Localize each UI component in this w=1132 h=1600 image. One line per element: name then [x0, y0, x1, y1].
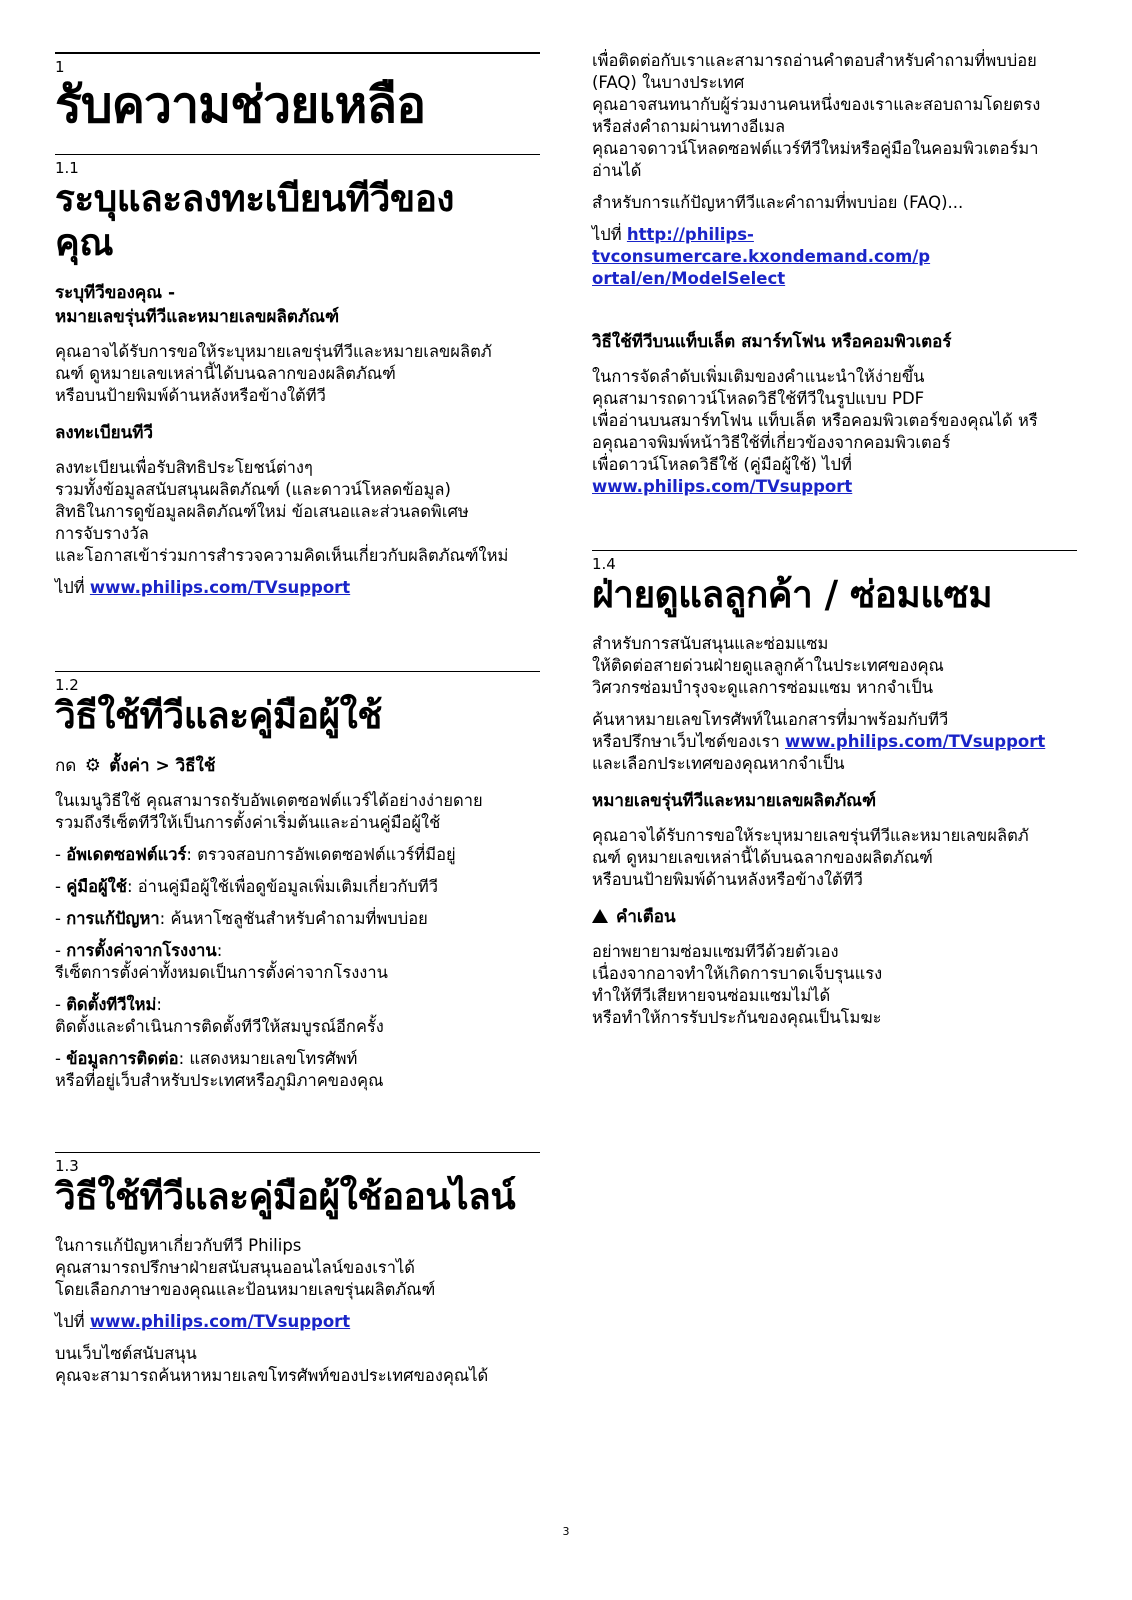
goto-label: ไปที่ [592, 225, 622, 244]
help-item-desc: ติดตั้งและดำเนินการติดตั้งทีวีให้สมบูรณ์อีกครั้ง [55, 1017, 384, 1036]
press-label: กด [55, 756, 77, 776]
text-line: - ข้อมูลการติดต่อ: แสดงหมายเลขโทรศัพท์ [55, 1049, 358, 1068]
section-1-1-title: ระบุและลงทะเบียนทีวีของคุณ [55, 177, 454, 264]
goto-label: ไปที่ [55, 1312, 85, 1331]
right-column [592, 50, 1077, 1039]
warning-icon [592, 909, 608, 923]
text-line: หรือทำให้การรับประกันของคุณเป็นโมฆะ [592, 1008, 882, 1027]
identify-tv-paragraph [55, 341, 540, 407]
left-column [55, 52, 540, 1397]
help-item-label: ข้อมูลการติดต่อ [66, 1049, 179, 1068]
philips-support-link[interactable]: www.philips.com/TVsupport [784, 732, 1046, 751]
support-site-paragraph [55, 1343, 540, 1387]
help-item-label: การตั้งค่าจากโรงงาน [66, 941, 217, 960]
spacer [592, 300, 1077, 330]
help-item-desc: หรือที่อยู่เว็บสำหรับประเทศหรือภูมิภาคของคุณ [55, 1071, 384, 1090]
text-line: สำหรับการสนับสนุนและซ่อมแซม [592, 634, 829, 653]
help-item-user-manual: - คู่มือผู้ใช้: อ่านคู่มือผู้ใช้เพื่อดูข้อมูลเพิ่มเติมเกี่ยวกับทีวี [55, 877, 439, 896]
section-1-3-title: วิธีใช้ทีวีและคู่มือผู้ใช้ออนไลน์ [55, 1175, 516, 1218]
text-line: สิทธิในการดูข้อมูลผลิตภัณฑ์ใหม่ ข้อเสนอและส่วนลดพิเศษ [55, 502, 469, 521]
text-line: หรือส่งคำถามผ่านทางอีเมล [592, 117, 786, 136]
consumer-care-link[interactable] [592, 225, 930, 288]
text-line: รวมทั้งข้อมูลสนับสนุนผลิตภัณฑ์ (และดาวน์โหลดข้อมูล) [55, 480, 451, 499]
help-item-desc: ตรวจสอบการอัพเดตซอฟต์แวร์ที่มีอยู่ [197, 845, 456, 864]
help-item-reinstall [55, 994, 540, 1038]
help-item-label: อัพเดตซอฟต์แวร์ [66, 845, 187, 864]
link-part: http://philips-tvconsumercare.kxondemand.com/p [592, 225, 931, 266]
help-item-label: คู่มือผู้ใช้ [66, 877, 127, 896]
warning-title: คำเตือน [616, 907, 676, 927]
text-line: (FAQ) ในบางประเทศ [592, 73, 745, 92]
gear-icon: ⚙ [84, 755, 101, 776]
link-part: ortal/en/ModelSelect [592, 269, 786, 288]
help-item-contact-info [55, 1048, 540, 1092]
section-1-2-title: วิธีใช้ทีวีและคู่มือผู้ใช้ [55, 694, 382, 737]
faq-intro: สำหรับการแก้ปัญหาทีวีและคำถามที่พบบ่อย (FAQ)... [592, 193, 964, 212]
philips-support-link[interactable]: www.philips.com/TVsupport [89, 578, 351, 597]
chapter-number: 1 [55, 52, 540, 76]
text-line: ทำให้ทีวีเสียหายจนซ่อมแซมไม่ได้ [592, 986, 831, 1005]
text-line: และเลือกประเทศของคุณหากจำเป็น [592, 754, 845, 773]
online-help-paragraph [55, 1235, 540, 1301]
text-line: ลงทะเบียนเพื่อรับสิทธิประโยชน์ต่างๆ [55, 458, 313, 477]
text-line: ในเมนูวิธีใช้ คุณสามารถรับอัพเดตซอฟต์แวร์ได้อย่างง่ายดาย [55, 791, 483, 810]
text-line: หรือบนป้ายพิมพ์ด้านหลังหรือข้างใต้ทีวี [55, 386, 326, 405]
warning-heading [592, 905, 1077, 929]
text-line: วิศวกรซ่อมบำรุงจะดูแลการซ่อมแซม หากจำเป็น [592, 678, 934, 697]
text-line: ให้ติดต่อสายด่วนฝ่ายดูแลลูกค้าในประเทศของคุณ [592, 656, 944, 675]
text-line: อ่านได้ [592, 161, 642, 180]
spacer [55, 1102, 540, 1152]
text-line [592, 731, 1077, 753]
text-line: คุณอาจสนทนากับผู้ร่วมงานคนหนึ่งของเราและสอบถามโดยตรง [592, 95, 1041, 114]
text-line: ณฑ์ ดูหมายเลขเหล่านี้ได้บนฉลากของผลิตภัณฑ์ [55, 364, 396, 383]
identify-tv-subheading [55, 281, 540, 329]
help-intro-paragraph [55, 790, 540, 834]
help-item-troubleshooting: - การแก้ปัญหา: ค้นหาโซลูชันสำหรับคำถามที่พบบ่อย [55, 909, 428, 928]
consult-website-text: หรือปรึกษาเว็บไซต์ของเรา [592, 732, 780, 751]
section-1-4-title: ฝ่ายดูแลลูกค้า / ซ่อมแซม [592, 573, 993, 616]
text-line: - การตั้งค่าจากโรงงาน: [55, 941, 223, 960]
text-line: บนเว็บไซต์สนับสนุน [55, 1344, 197, 1363]
text-line: เพื่อติดต่อกับเราและสามารถอ่านคำตอบสำหรับคำถามที่พบบ่อย [592, 51, 1037, 70]
text-line: ในการจัดลำดับเพิ่มเติมของคำแนะนำให้ง่ายขึ้น [592, 367, 925, 386]
model-number-subheading: หมายเลขรุ่นทีวีและหมายเลขผลิตภัณฑ์ [592, 791, 877, 811]
online-help-goto-line [55, 1311, 540, 1333]
text-line: คุณอาจได้รับการขอให้ระบุหมายเลขรุ่นทีวีและหมายเลขผลิตภั [55, 342, 492, 361]
spacer [592, 508, 1077, 550]
text-line: คุณอาจได้รับการขอให้ระบุหมายเลขรุ่นทีวีและหมายเลขผลิตภั [592, 826, 1029, 845]
text-line: และโอกาสเข้าร่วมการสำรวจความคิดเห็นเกี่ยวกับผลิตภัณฑ์ใหม่ [55, 546, 509, 565]
menu-path: ตั้งค่า > วิธีใช้ [109, 756, 216, 776]
help-item-desc: รีเซ็ตการตั้งค่าทั้งหมดเป็นการตั้งค่าจากโรงงาน [55, 963, 388, 982]
faq-goto-line [592, 224, 1077, 290]
text-line: โดยเลือกภาษาของคุณและป้อนหมายเลขรุ่นผลิตภัณฑ์ [55, 1280, 436, 1299]
spacer [55, 609, 540, 671]
text-line: หรือบนป้ายพิมพ์ด้านหลังหรือข้างใต้ทีวี [592, 870, 863, 889]
text-line: รวมถึงรีเซ็ตทีวีให้เป็นการตั้งค่าเริ่มต้นและอ่านคู่มือผู้ใช้ [55, 813, 441, 832]
section-1-2-number: 1.2 [55, 671, 540, 694]
text-line: อย่าพยายามซ่อมแซมทีวีด้วยตัวเอง [592, 942, 839, 961]
register-tv-paragraph [55, 457, 540, 567]
section-1-4-number: 1.4 [592, 550, 1077, 573]
text-line: คุณสามารถปรึกษาฝ่ายสนับสนุนออนไลน์ของเราได้ [55, 1258, 416, 1277]
help-item-factory-settings [55, 940, 540, 984]
tablet-help-paragraph [592, 366, 1077, 498]
help-item-desc: แสดงหมายเลขโทรศัพท์ [189, 1049, 358, 1068]
help-item-label: ติดตั้งทีวีใหม่ [66, 995, 157, 1014]
text-line: คุณจะสามารถค้นหาหมายเลขโทรศัพท์ของประเทศของคุณได้ [55, 1366, 489, 1385]
philips-support-link[interactable]: www.philips.com/TVsupport [89, 1312, 351, 1331]
text-line: ค้นหาหมายเลขโทรศัพท์ในเอกสารที่มาพร้อมกับทีวี [592, 710, 949, 729]
text-line: ในการแก้ปัญหาเกี่ยวกับทีวี Philips [55, 1236, 302, 1255]
text-line: อคุณอาจพิมพ์หน้าวิธีใช้ที่เกี่ยวข้องจากคอมพิวเตอร์ [592, 433, 951, 452]
help-item-desc: อ่านคู่มือผู้ใช้เพื่อดูข้อมูลเพิ่มเติมเกี่ยวกับทีวี [137, 877, 439, 896]
philips-support-link[interactable]: www.philips.com/TVsupport [592, 477, 853, 496]
text-line: การจับรางวัล [55, 524, 149, 543]
text-line: เนื่องจากอาจทำให้เกิดการบาดเจ็บรุนแรง [592, 964, 883, 983]
chapter-title: รับความช่วยเหลือ [55, 76, 426, 134]
find-phone-paragraph [592, 709, 1077, 775]
text-line: - ติดตั้งทีวีใหม่: [55, 995, 162, 1014]
page-number: 3 [562, 1525, 570, 1538]
register-tv-subheading: ลงทะเบียนทีวี [55, 423, 153, 443]
contact-faq-paragraph [592, 50, 1077, 182]
help-item-desc: ค้นหาโซลูชันสำหรับคำถามที่พบบ่อย [170, 909, 428, 928]
customer-care-paragraph [592, 633, 1077, 699]
register-goto-line [55, 577, 540, 599]
section-1-1-number: 1.1 [55, 154, 540, 177]
text-line: เพื่อดาวน์โหลดวิธีใช้ (คู่มือผู้ใช้) ไปที่ [592, 455, 852, 474]
identify-tv-line-2: หมายเลขรุ่นทีวีและหมายเลขผลิตภัณฑ์ [55, 307, 340, 327]
help-item-label: การแก้ปัญหา [66, 909, 160, 928]
help-item-software-update: - อัพเดตซอฟต์แวร์: ตรวจสอบการอัพเดตซอฟต์แวร์ที่มีอยู่ [55, 845, 456, 864]
text-line: คุณอาจดาวน์โหลดซอฟต์แวร์ทีวีใหม่หรือคู่มือในคอมพิวเตอร์มา [592, 139, 1039, 158]
help-menu-path [55, 754, 540, 778]
tablet-help-subheading: วิธีใช้ทีวีบนแท็บเล็ต สมาร์ทโฟน หรือคอมพิวเตอร์ [592, 332, 952, 352]
text-line: ณฑ์ ดูหมายเลขเหล่านี้ได้บนฉลากของผลิตภัณฑ์ [592, 848, 933, 867]
identify-tv-line-1: ระบุทีวีของคุณ - [55, 283, 176, 303]
goto-label: ไปที่ [55, 578, 85, 597]
model-number-paragraph [592, 825, 1077, 891]
text-line: เพื่ออ่านบนสมาร์ทโฟน แท็บเล็ต หรือคอมพิวเตอร์ของคุณได้ หรื [592, 411, 1038, 430]
text-line: คุณสามารถดาวน์โหลดวิธีใช้ทีวีในรูปแบบ PDF [592, 389, 925, 408]
section-1-3-number: 1.3 [55, 1152, 540, 1175]
warning-paragraph [592, 941, 1077, 1029]
